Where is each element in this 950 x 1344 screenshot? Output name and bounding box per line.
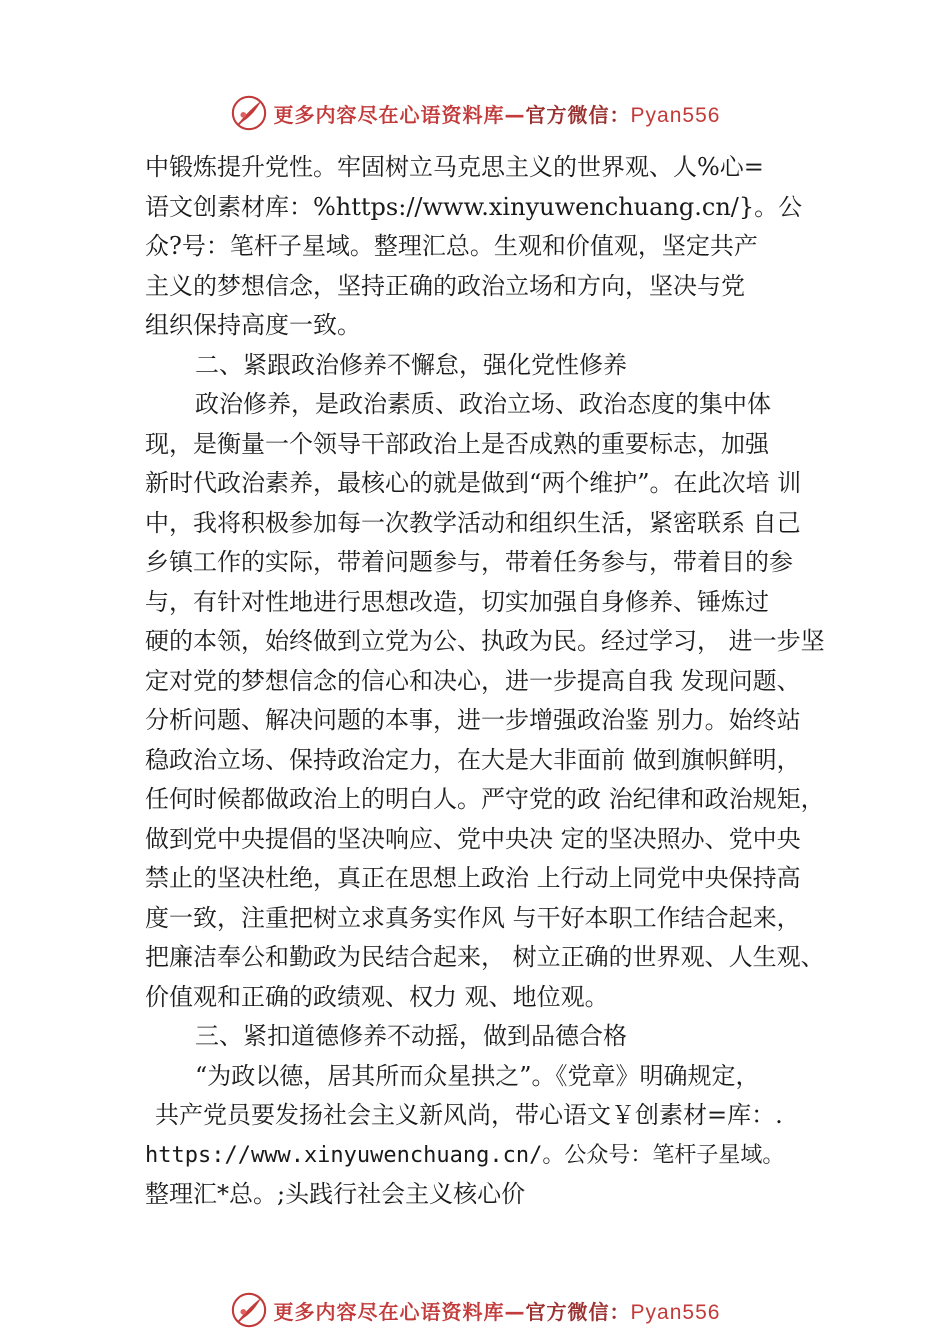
footer-watermark-banner	[0, 1290, 950, 1330]
section-heading: 二、紧跟政治修养不懈怠，强化党性修养	[195, 350, 627, 379]
banner-text	[274, 99, 721, 128]
banner-dash: —	[504, 1299, 526, 1324]
text-line: 众?号：笔杆子星域。整理汇总。生观和价值观，坚定共产	[145, 232, 758, 260]
text-line: 共产党员要发扬社会主义新风尚，带心语文￥创素材=库：.	[155, 1101, 783, 1129]
banner-dash: —	[504, 102, 526, 127]
text-line: 组织保持高度一致。	[145, 311, 361, 339]
text-line: 价值观和正确的政绩观、权力 观、地位观。	[145, 982, 609, 1011]
text-line: 整理汇*总。;头践行社会主义核心价	[145, 1180, 526, 1208]
banner-text	[274, 1296, 721, 1325]
section-heading: 三、紧扣道德修养不动摇，做到品德合格	[195, 1022, 627, 1050]
banner-wechat-label: 官方微信：	[525, 102, 631, 127]
quill-logo-icon	[230, 94, 268, 132]
text-line: https://www.xinyuwenchuang.cn/。公众号：笔杆子星域。	[145, 1142, 785, 1168]
text-line: “为政以德，居其所而众星拱之”。《党章》明确规定，	[195, 1061, 760, 1090]
text-line: 中锻炼提升党性。牢固树立马克思主义的世界观、人%心=	[145, 153, 764, 181]
text-line: 度一致，注重把树立求真务实作风 与干好本职工作结合起来，	[145, 903, 801, 932]
text-line: 中，我将积极参加每一次教学活动和组织生活，紧密联系 自己	[145, 508, 801, 537]
text-line: 乡镇工作的实际，带着问题参与，带着任务参与，带着目的参	[145, 548, 793, 576]
text-line: 主义的梦想信念，坚持正确的政治立场和方向，坚决与党	[145, 271, 745, 300]
text-line: 把廉洁奉公和勤政为民结合起来， 树立正确的世界观、人生观、	[145, 943, 825, 971]
text-line: 政治修养，是政治素质、政治立场、政治态度的集中体	[195, 390, 771, 418]
header-watermark-banner	[0, 93, 950, 133]
text-line: 硬的本领，始终做到立党为公、执政为民。经过学习， 进一步坚	[145, 627, 825, 655]
quill-logo-icon	[230, 1291, 268, 1329]
text-line: 禁止的坚决杜绝，真正在思想上政治 上行动上同党中央保持高	[145, 864, 801, 892]
banner-wechat-id: Pyan556	[630, 1300, 721, 1324]
banner-main: 更多内容尽在心语资料库	[273, 1299, 505, 1324]
text-line: 分析问题、解决问题的本事，进一步增强政治鉴 别力。始终站	[145, 706, 801, 734]
text-line: 任何时候都做政治上的明白人。严守党的政 治纪律和政治规矩，	[145, 785, 825, 813]
text-line: 现，是衡量一个领导干部政治上是否成熟的重要标志，加强	[145, 429, 769, 458]
text-line: 与，有针对性地进行思想改造，切实加强自身修养、锤炼过	[145, 587, 769, 616]
banner-wechat-label: 官方微信：	[525, 1299, 631, 1324]
text-line: 稳政治立场、保持政治定力，在大是大非面前 做到旗帜鲜明，	[145, 745, 801, 774]
banner-wechat-id: Pyan556	[630, 103, 721, 127]
text-line: 定对党的梦想信念的信心和决心，进一步提高自我 发现问题、	[145, 666, 801, 695]
text-line: 新时代政治素养，最核心的就是做到“两个维护”。在此次培 训	[145, 469, 802, 497]
text-line: 语文创素材库：%https://www.xinyuwenchuang.cn/}。公	[145, 192, 803, 221]
document-body	[145, 148, 845, 1215]
text-line: 做到党中央提倡的坚决响应、党中央决 定的坚决照办、党中央	[145, 824, 801, 853]
banner-main: 更多内容尽在心语资料库	[273, 102, 505, 127]
